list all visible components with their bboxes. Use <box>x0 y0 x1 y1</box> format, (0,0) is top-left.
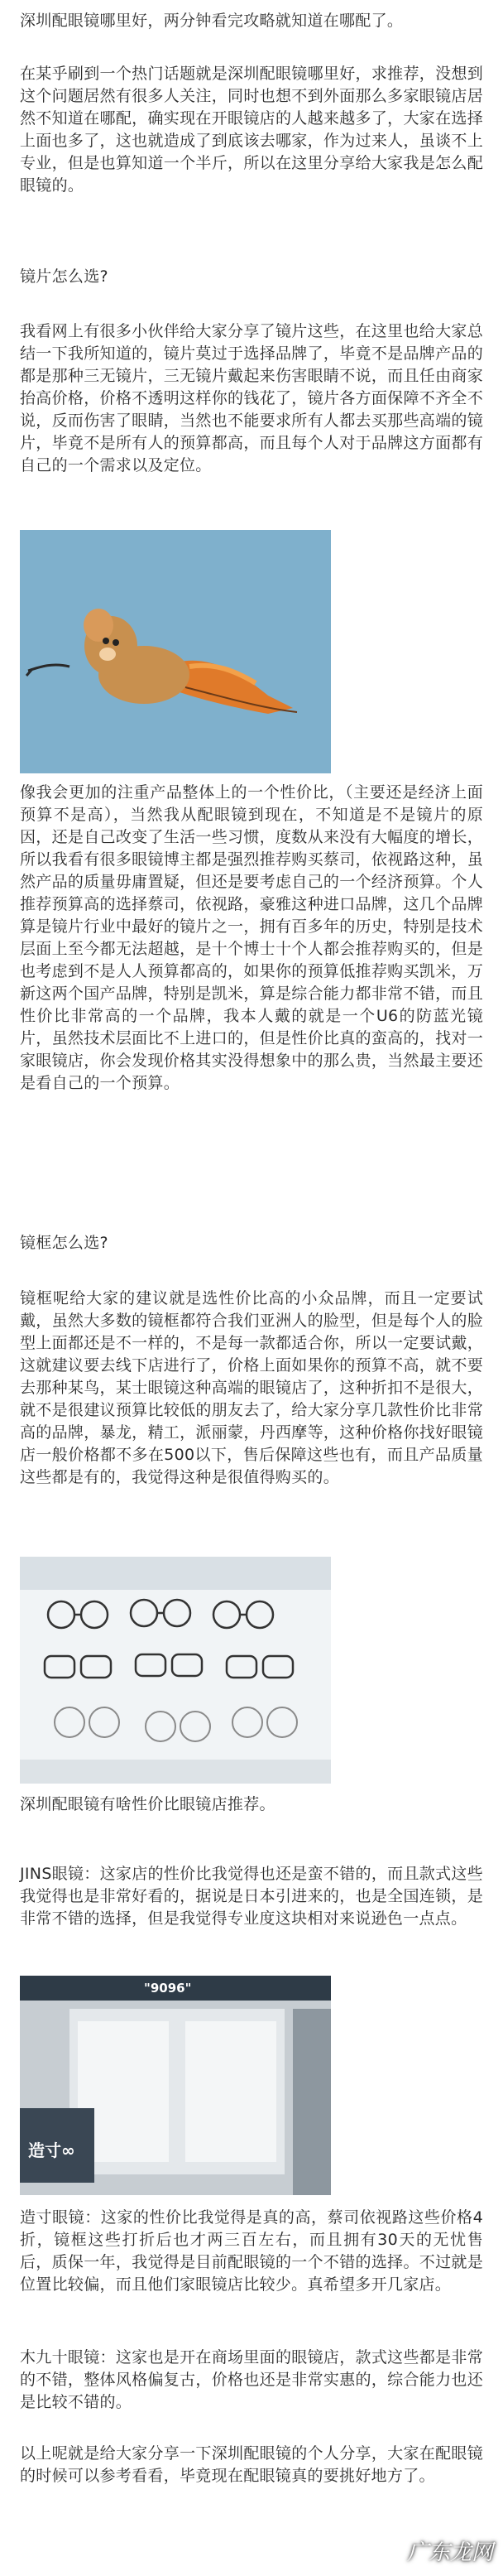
paragraph-lens-brands: 我看网上有很多小伙伴给大家分享了镜片这些，在这里也给大家总结一下我所知道的，镜片莫过于选择品牌了，毕竟不是品牌产品的都是那种三无镜片，三无镜片戴起来伤害眼睛不说，而且任由商家抬高价格，价格不透明这样你的钱花了，镜片各方面保障不齐全不说，反而伤害了眼睛，当然也不能要求所有人都去买那些高端的镜片，毕竟不是所有人的预算都高，而且每个人对于品牌这方面都有自己的一个需求以及定位。 <box>20 322 483 474</box>
caption-shop-recommend: 深圳配眼镜有啥性价比眼镜店推荐。 <box>20 1795 275 1813</box>
intro-paragraph: 深圳配眼镜哪里好，两分钟看完攻略就知道在哪配了。 <box>20 12 404 30</box>
paragraph-zaocun: 造寸眼镜：这家的性价比我觉得是真的高，蔡司依视路这些价格4折，镜框这些打折后也才两三百左右，而且拥有30天的无忧售后，质保一年，我觉得是目前配眼镜的一个不错的选择。不过就是位置比较偏，而且他们家眼镜店比较少。真希望多开几家店。 <box>20 2208 483 2294</box>
paragraph-value: 像我会更加的注重产品整体上的一个性价比，（主要还是经济上面预算不是高），当然我从配眼镜到现在，不知道是不是镜片的原因，还是自己改变了生活一些习惯，度数从来没有大幅度的增长，所以我看有很多眼镜博主都是强烈推荐购买蔡司，依视路这种，虽然产品的质量毋庸置疑，但还是要考虑自己的一个经济预算。个人推荐预算高的选择蔡司，依视路，豪雅这种进口品牌，这几个品牌算是镜片行业中最好的镜片之一，拥有百多年的历史，特别是技术层面上至今都无法超越，是十个博士十个人都会推荐购买的，但是也考虑到不是人人预算都高的，如果你的预算低推荐购买凯米，万新这两个国产品牌，特别是凯米，算是综合能力都非常不错，而且性价比非常高的一个品牌，我本人戴的就是一个U6的防蓝光镜片，虽然技术层面比不上进口的，但是性价比真的蛮高的，找对一家眼镜店，你会发现价格其实没得想象中的那么贵，当然最主要还是看自己的一个预算。 <box>20 783 483 1092</box>
heading-lens: 镜片怎么选? <box>20 267 108 286</box>
paragraph-mujiushi: 木九十眼镜：这家也是开在商场里面的眼镜店，款式这些都是非常的不错，整体风格偏复古，价格也还是非常实惠的，综合能力也还是比较不错的。 <box>20 2348 483 2411</box>
watermark: 广东龙网 <box>406 2540 493 2564</box>
store-logo: 造寸∞ <box>28 2140 75 2160</box>
paragraph-summary: 以上呢就是给大家分享一下深圳配眼镜的个人分享，大家在配眼镜的时候可以参考看看，毕竟现在配眼镜真的要挑好地方了。 <box>20 2444 483 2485</box>
paragraph-topic: 在某乎刷到一个热门话题就是深圳配眼镜哪里好，求推荐，没想到这个问题居然有很多人关注，同时也想不到外面那么多家眼镜店居然不知道在哪配，确实现在开眼镜店的人越来越多了，大家在选择上面也多了，这也就造成了到底该去哪家，作为过来人，虽谈不上专业，但是也算知道一个半斤，所以在这里分享给大家我是怎么配眼镜的。 <box>20 65 483 195</box>
store-sign: "9096" <box>144 1981 192 1996</box>
paragraph-frame: 镜框呢给大家的建议就是选性价比高的小众品牌，而且一定要试戴，虽然大多数的镜框都符合我们亚洲人的脸型，但是每个人的脸型上面都还是不一样的，不是每一款都适合你，所以一定要试戴，这就建议要去线下店进行了，价格上面如果你的预算不高，就不要去那种某鸟，某士眼镜这种高端的眼镜店了，这种折扣不是很大，就不是很建议预算比较低的朋友去了，给大家分享几款性价比非常高的品牌，暴龙，精工，派丽蒙，丹西摩等，这种价格你找好眼镜店一般价格都不多在500以下，售后保障这些也有，而且产品质量这些都是有的，我觉得这种是很值得购买的。 <box>20 1289 483 1486</box>
store-front-image <box>20 1976 331 2195</box>
heading-frame: 镜框怎么选? <box>20 1234 108 1252</box>
cartoon-image <box>20 530 331 773</box>
paragraph-jins: JINS眼镜：这家店的性价比我觉得也还是蛮不错的，而且款式这些我觉得也是非常好看的，据说是日本引进来的，也是全国连锁，是非常不错的选择，但是我觉得专业度这块相对来说逊色一点点。 <box>20 1865 483 1928</box>
glasses-display-image <box>20 1557 331 1784</box>
